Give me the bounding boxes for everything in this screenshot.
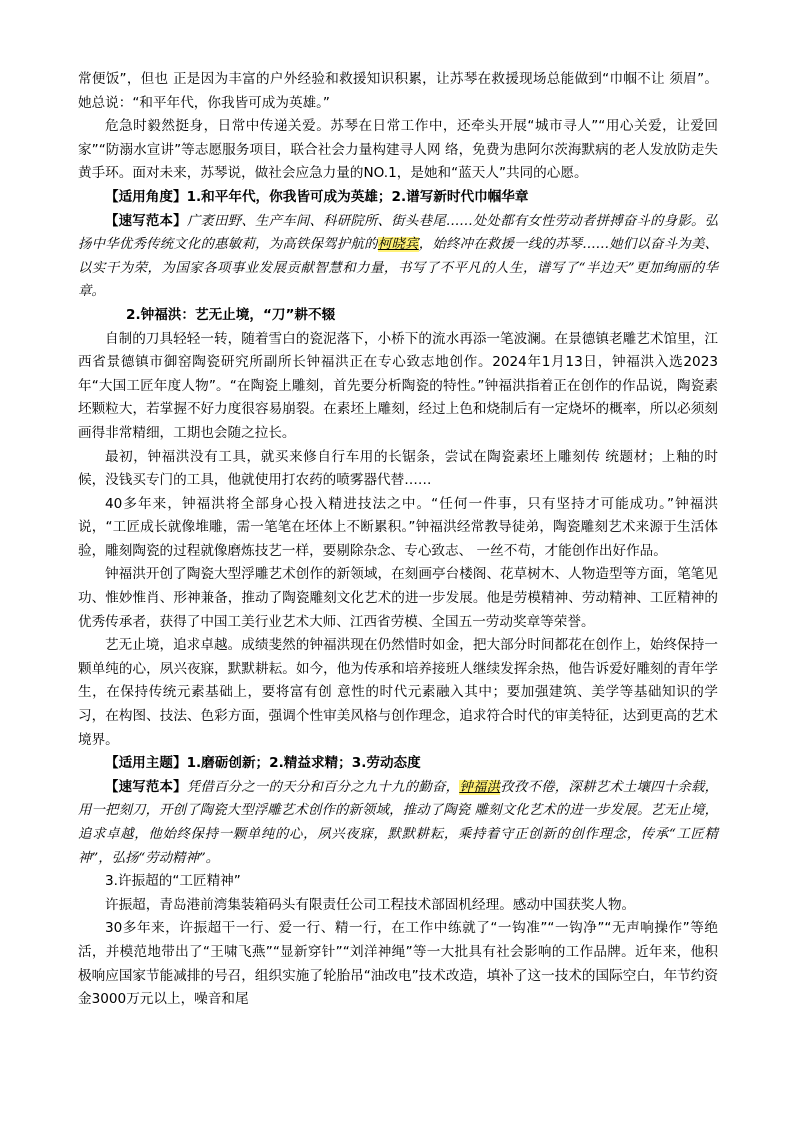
highlighted-name: 钟福洪 — [459, 779, 501, 795]
sample-label: 【速写范本】 — [105, 213, 187, 229]
section-heading: 3.许振超的“工匠精神” — [105, 873, 241, 890]
sample-text: 孜孜不倦，深耕艺术土壤四十余载，用一把刻刀，开创了陶瓷大型浮雕艺术创作的新领域，推动了陶瓷 雕刻文化艺术的进一步发展。艺无止境，追求卓越，他始终保持一颗单纯的心，夙兴夜寐，默默耕耘，乘持着守正创新的创作理念，传承“工匠精神”，弘扬“劳动精神”。 — [78, 779, 719, 866]
writing-sample — [78, 210, 718, 304]
tag-text: 1.磨砺创新；2.精益求精；3.劳动态度 — [186, 755, 421, 772]
sample-text: 广袤田野、生产车间、科研院所、街头巷尾……处处都有女性劳动者拼搏奋斗的身影。弘扬中华优秀传统文化的惠敏莉，为高铁保驾护航的 — [78, 213, 719, 253]
paragraph: 40多年来，钟福洪将全部身心投入精进技法之中。“任何一件事，只有坚持才可能成功。”钟福洪说，“工匠成长就像堆雕，需一笔笔在坯体上不断累积。”钟福洪经常教导徒弟，陶瓷雕刻艺术来源于生活体验，雕刻陶瓷的过程就像磨炼技艺一样，要剔除杂念、专心致志、 一丝不苟，才能创作出好作品。 — [78, 495, 718, 559]
paragraph: 艺无止境，追求卓越。成绩斐然的钟福洪现在仍然惜时如金，把大部分时间都花在创作上，始终保持一颗单纯的心，夙兴夜寐，默默耕耘。如今，他为传承和培养接班人继续发挥余热，他告诉爱好雕刻的青年学生，在保持传统元素基础上，要将富有创 意性的时代元素融入其中；要加强建筑、美学等基础知识的学习，在构图、技法、色彩方面，强调个性审美风格与创作理念，追求符合时代的审美特征，达到更高的艺术境界。 — [78, 637, 718, 748]
applicable-theme-note — [78, 752, 718, 776]
tag-label: 【适用角度】 — [105, 188, 187, 205]
highlighted-name: 柯晓宾 — [377, 237, 419, 253]
tag-text: 1.和平年代，你我皆可成为英雄；2.谱写新时代巾帼华章 — [186, 188, 529, 205]
sample-label: 【速写范本】 — [105, 779, 187, 795]
writing-sample — [78, 776, 718, 870]
section-heading: 2.钟福洪：艺无止境，“刀”耕不辍 — [126, 306, 336, 323]
paragraph: 钟福洪开创了陶瓷大型浮雕艺术创作的新领域，在刻画亭台楼阁、花草树木、人物造型等方面，笔笔见功、惟妙惟肖、形神兼备，推动了陶瓷雕刻文化艺术的进一步发展。他是劳模精神、劳动精神、工匠精神的优秀传承者，获得了中国工美行业艺术大师、江西省劳模、全国五一劳动奖章等荣誉。 — [78, 566, 718, 630]
sample-text: 凭借百分之一的天分和百分之九十九的勤奋， — [186, 779, 460, 795]
paragraph: 最初，钟福洪没有工具，就买来修自行车用的长锯条，尝试在陶瓷素坯上雕刻传 统题材；上釉的时候，没钱买专门的工具，他就使用打农药的喷雾器代替…… — [78, 448, 718, 489]
paragraph: 30多年来，许振超干一行、爱一行、精一行，在工作中练就了“一钩准”“一钩净”“无声响操作”等绝活，并模范地带出了“王啸飞燕”“显新穿针”“刘洋神绳”等一大批具有社会影响的工作品牌。近年来，他积极响应国家节能减排的号召，组织实施了轮胎吊“油改电”技术改造，填补了这一技术的国际空白，年节约资金3000万元以上，噪音和尾 — [78, 920, 718, 1008]
paragraph: 自制的刀具轻轻一转，随着雪白的瓷泥落下，小桥下的流水再添一笔波澜。在景德镇老雕艺术馆里，江西省景德镇市御窑陶瓷研究所副所长钟福洪正在专心致志地创作。2024年1月13日，钟福洪入选2023年“大国工匠年度人物”。“在陶瓷上雕刻，首先要分析陶瓷的特性。”钟福洪指着正在创作的作品说，陶瓷素坯颗粒大，若掌握不好力度很容易崩裂。在素坯上雕刻，经过上色和烧制后有一定烧坏的概率，所以必须刻画得非常精细，工期也会随之拉长。 — [78, 330, 718, 441]
paragraph: 许振超，青岛港前湾集装箱码头有限责任公司工程技术部固机经理。感动中国获奖人物。 — [105, 896, 636, 913]
paragraph: 常便饭”，但也 正是因为丰富的户外经验和救援知识积累，让苏琴在救援现场总能做到“巾帼不让 须眉”。她总说：“和平年代，你我皆可成为英雄。” — [78, 71, 718, 111]
tag-label: 【适用主题】 — [105, 755, 187, 772]
applicable-angle-note — [78, 186, 718, 210]
article-body — [78, 68, 718, 1012]
paragraph: 危急时毅然挺身，日常中传递关爱。苏琴在日常工作中，还牵头开展“城市寻人”“用心关爱，让爱回家”“防溺水宣讲”等志愿服务项目，联合社会力量构建寻人网 络，免费为患阿尔茨海默病的老人发放防走失黄手环。面对未来，苏琴说，做社会应急力量的NO.1，是她和“蓝天人”共同的心愿。 — [78, 118, 718, 182]
sample-text: ，始终冲在救援一线的苏琴……她们以奋斗为美、以实干为荣，为国家各项事业发展贡献智慧和力量，书写了不平凡的人生，谱写了“半边天”更加绚丽的华章。 — [78, 237, 719, 300]
